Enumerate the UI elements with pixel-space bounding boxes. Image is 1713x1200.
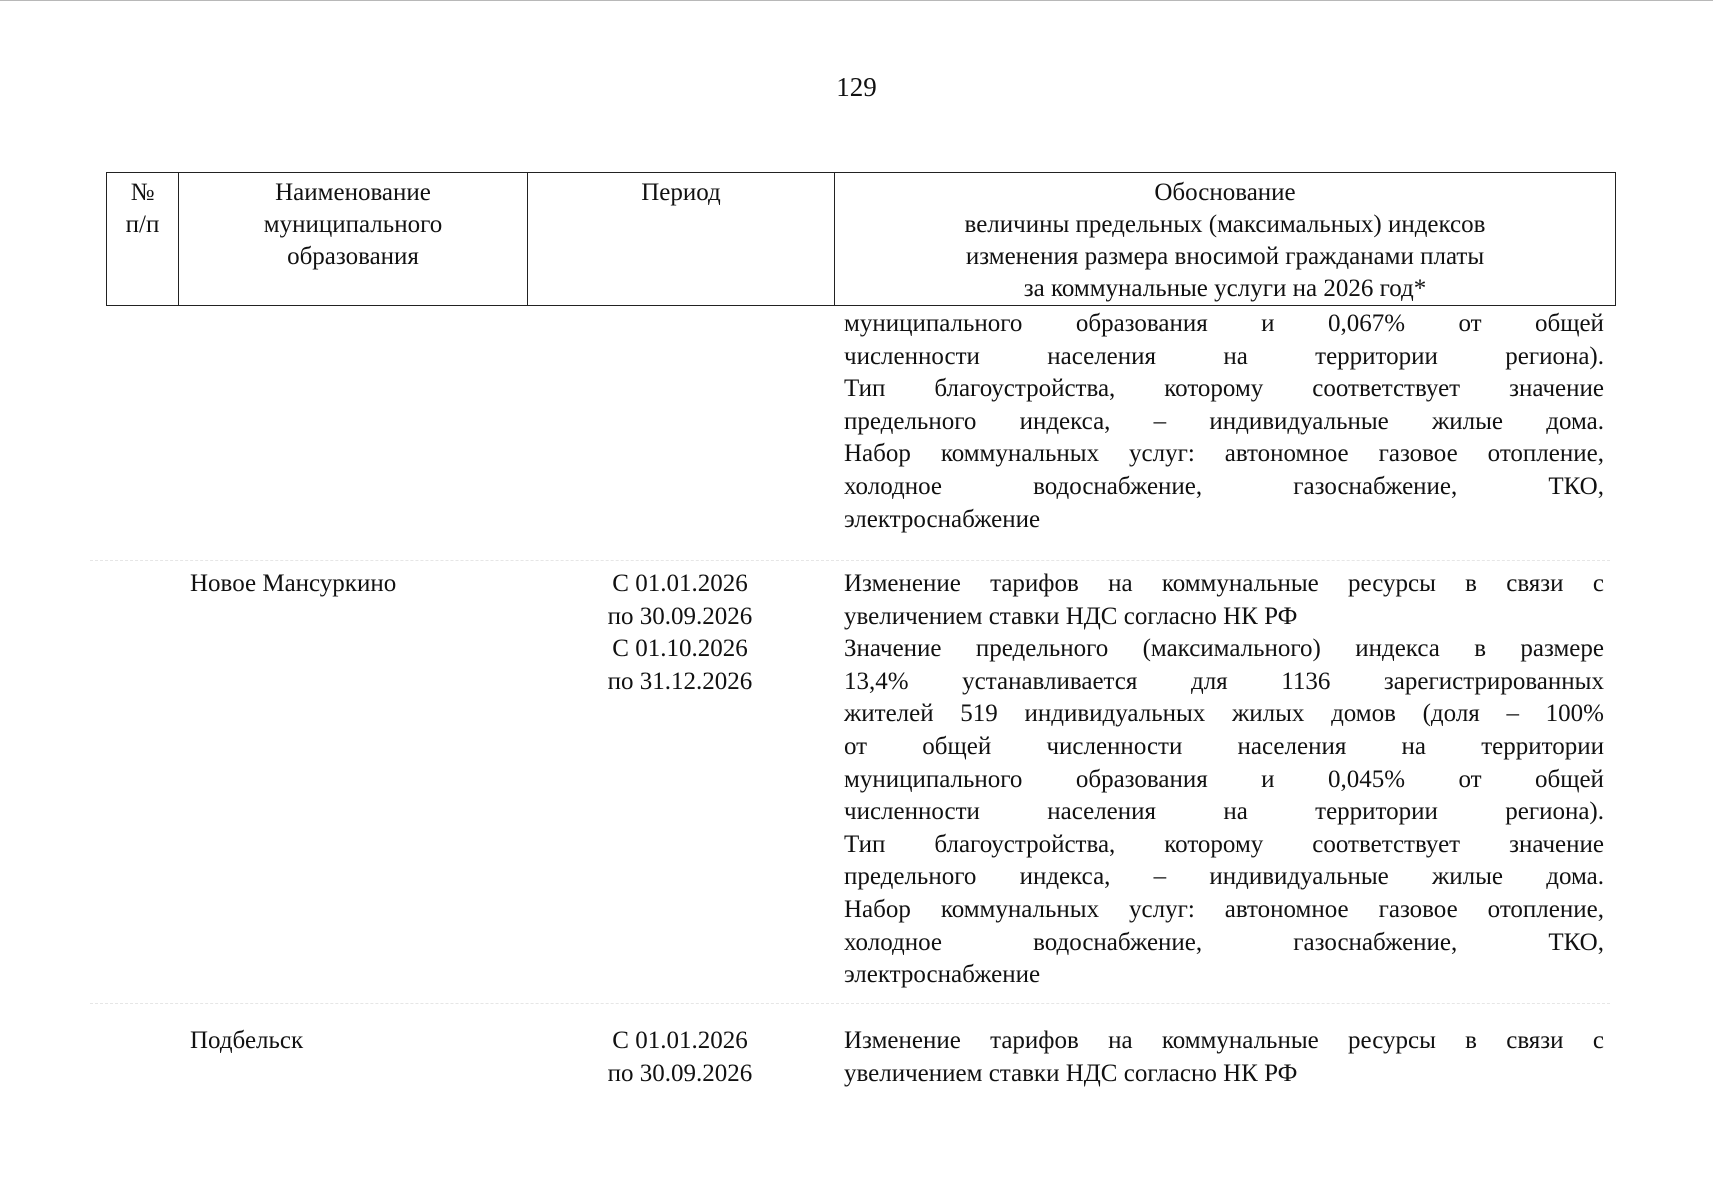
header-justification-line: величины предельных (максимальных) индексов (964, 211, 1486, 238)
table-header (106, 172, 1616, 306)
justification-line: Тип благоустройства, которому соответствует значение (844, 375, 1604, 403)
header-number-line: № (130, 179, 155, 206)
header-name-line: муниципального (263, 211, 443, 238)
header-name-column (179, 173, 528, 306)
header-period-column (528, 173, 835, 306)
justification-line: предельного индекса, – индивидуальные жилые дома. (844, 407, 1604, 435)
header-number-column (107, 173, 179, 306)
header-justification-line: за коммунальные услуги на 2026 год* (1023, 275, 1427, 302)
justification-cell (844, 308, 1604, 536)
justification-line: холодное водоснабжение, газоснабжение, ТКО, (844, 928, 1604, 956)
justification-line: численности населения на территории региона). (844, 342, 1604, 370)
period-line: С 01.10.2026 (612, 635, 748, 663)
justification-line: электроснабжение (844, 505, 1041, 533)
header-name-line: образования (287, 243, 419, 270)
header-justification-column (835, 173, 1616, 306)
header-number-line: п/п (125, 211, 160, 238)
period-line: С 01.01.2026 (612, 1027, 748, 1054)
justification-line: холодное водоснабжение, газоснабжение, ТКО, (844, 472, 1604, 500)
period-line: по 31.12.2026 (607, 667, 753, 695)
header-justification-line: Обоснование (1154, 179, 1296, 206)
municipality-name: Новое Мансуркино (190, 570, 397, 597)
period-line: по 30.09.2026 (607, 1059, 753, 1087)
municipality-name: Подбельск (190, 1027, 304, 1054)
scan-edge (0, 0, 1713, 5)
justification-line: Значение предельного (максимального) индекса в размере (844, 635, 1604, 663)
period-line: С 01.01.2026 (612, 570, 748, 597)
justification-line: численности населения на территории региона). (844, 798, 1604, 826)
row-separator (90, 560, 1610, 561)
justification-line: увеличением ставки НДС согласно НК РФ (844, 602, 1298, 630)
justification-line: 13,4% устанавливается для 1136 зарегистрированных (844, 667, 1604, 695)
justification-cell (844, 1025, 1604, 1090)
period-line: по 30.09.2026 (607, 602, 753, 630)
justification-line: увеличением ставки НДС согласно НК РФ (844, 1059, 1298, 1087)
justification-line: жителей 519 индивидуальных жилых домов (доля – 100% (844, 700, 1604, 728)
period-cell (545, 568, 815, 698)
justification-line: муниципального образования и 0,045% от общей (844, 765, 1604, 793)
header-period-line: Период (641, 179, 721, 206)
justification-line: Набор коммунальных услуг: автономное газовое отопление, (844, 895, 1604, 923)
justification-line: Изменение тарифов на коммунальные ресурсы в связи с (844, 1027, 1604, 1054)
justification-cell (844, 568, 1604, 992)
justification-line: от общей численности населения на территории (844, 732, 1604, 760)
justification-line: Изменение тарифов на коммунальные ресурсы в связи с (844, 570, 1604, 597)
header-row (107, 173, 1616, 306)
justification-line: Тип благоустройства, которому соответствует значение (844, 830, 1604, 858)
justification-line: предельного индекса, – индивидуальные жилые дома. (844, 863, 1604, 891)
header-name-line: Наименование (275, 179, 431, 206)
justification-line: муниципального образования и 0,067% от общей (844, 310, 1604, 337)
page-number: 129 (836, 72, 877, 102)
period-cell (545, 1025, 815, 1090)
justification-line: электроснабжение (844, 961, 1041, 989)
justification-line: Набор коммунальных услуг: автономное газовое отопление, (844, 440, 1604, 468)
header-justification-line: изменения размера вносимой гражданами платы (965, 243, 1485, 270)
row-separator (90, 1003, 1610, 1004)
